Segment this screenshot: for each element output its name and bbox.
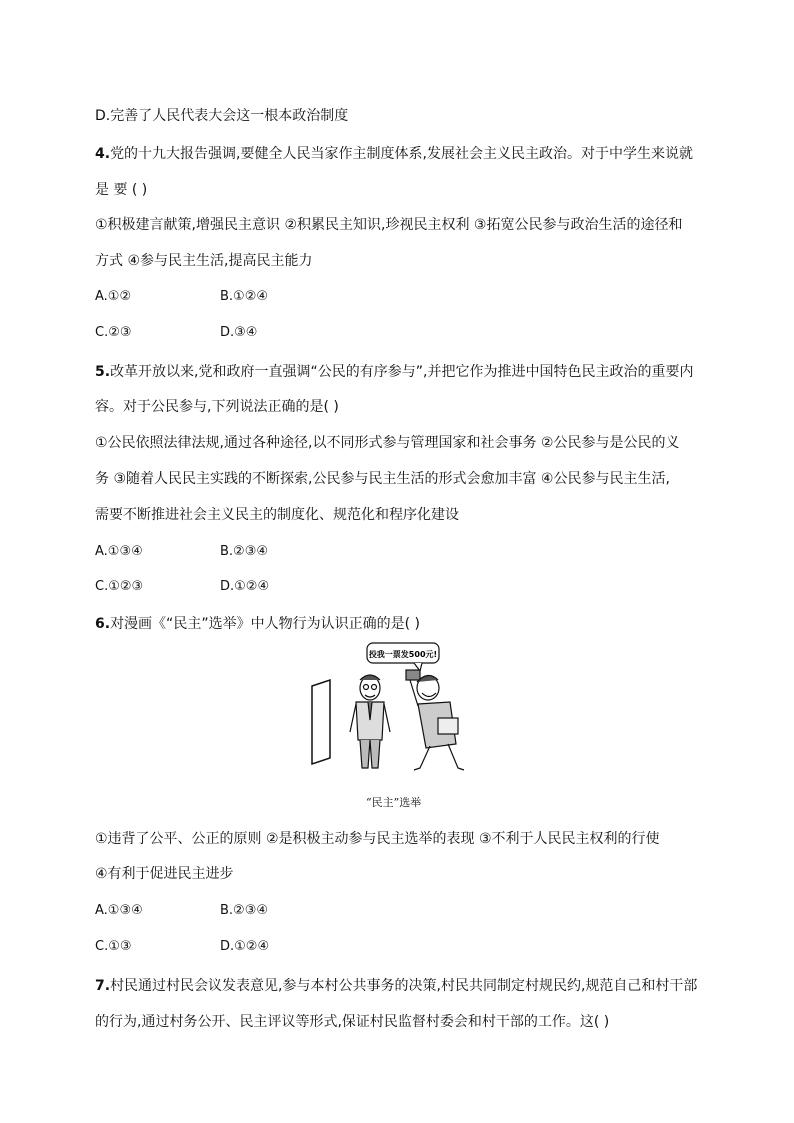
q6-option-b[interactable]: B.②③④ <box>220 903 269 918</box>
q6-option-a[interactable]: A.①③④ <box>95 903 143 918</box>
q4-stem-line-1 <box>95 144 693 164</box>
q5-option-a[interactable]: A.①③④ <box>95 544 143 559</box>
q6-stem-text: 对漫画《“民主”选举》中人物行为认识正确的是( ) <box>110 616 420 632</box>
q5-option-d[interactable]: D.①②④ <box>220 579 270 594</box>
intro-option: D.完善了人民代表大会这一根本政治制度 <box>95 108 349 124</box>
q4-statements-2: 方式 ④参与民主生活,提高民主能力 <box>95 253 313 269</box>
q4-option-a[interactable]: A.①② <box>95 289 132 304</box>
q6-statements-2: ④有利于促进民主进步 <box>95 866 234 882</box>
q5-option-c[interactable]: C.①②③ <box>95 579 144 594</box>
cartoon-caption: “民主”选举 <box>366 796 422 809</box>
q5-option-b[interactable]: B.②③④ <box>220 544 269 559</box>
q6-option-c[interactable]: C.①③ <box>95 939 132 954</box>
q4-statements-1: ①积极建言献策,增强民主意识 ②积累民主知识,珍视民主权利 ③拓宽公民参与政治生活的途径和 <box>95 217 683 233</box>
q5-statements-1: ①公民依照法律法规,通过各种途径,以不同形式参与管理国家和社会事务 ②公民参与是公民的义 <box>95 435 680 451</box>
briber-figure <box>406 670 464 770</box>
q6-statements-1: ①违背了公平、公正的原则 ②是积极主动参与民主选举的表现 ③不利于人民民主权利的行使 <box>95 831 660 847</box>
election-cartoon <box>310 640 490 780</box>
q5-stem-text-1: 改革开放以来,党和政府一直强调“公民的有序参与”,并把它作为推进中国特色民主政治的重要内 <box>110 364 694 380</box>
q4-option-d[interactable]: D.③④ <box>220 325 258 340</box>
q5-statements-3: 需要不断推进社会主义民主的制度化、规范化和程序化建设 <box>95 507 459 523</box>
q6-option-d[interactable]: D.①②④ <box>220 939 270 954</box>
q4-stem-text-1: 党的十九大报告强调,要健全人民当家作主制度体系,发展社会主义民主政治。对于中学生来说就 <box>110 146 693 162</box>
q5-statements-2: 务 ③随着人民民主实践的不断探索,公民参与民主生活的形式会愈加丰富 ④公民参与民主生活, <box>95 471 670 487</box>
q4-stem-line-2: 是 要 ( ) <box>95 182 148 198</box>
q4-option-c[interactable]: C.②③ <box>95 325 132 340</box>
q7-stem-line-1 <box>95 976 697 996</box>
q7-number: 7. <box>95 978 111 994</box>
voter-figure <box>350 675 390 768</box>
q5-stem-line-2: 容。对于公民参与,下列说法正确的是( ) <box>95 399 339 415</box>
q6-number: 6. <box>95 616 111 632</box>
q5-number: 5. <box>95 364 111 380</box>
q7-stem-text-1: 村民通过村民会议发表意见,参与本村公共事务的决策,村民共同制定村规民约,规范自己和村干部 <box>110 978 698 994</box>
q6-stem <box>95 614 420 634</box>
q4-option-b[interactable]: B.①②④ <box>220 289 269 304</box>
q7-stem-line-2: 的行为,通过村务公开、民主评议等形式,保证村民监督村委会和村干部的工作。这( ) <box>95 1014 610 1030</box>
cartoon-bubble-text: 投我一票发500元! <box>368 650 438 659</box>
q5-stem-line-1 <box>95 362 693 382</box>
q4-number: 4. <box>95 146 111 162</box>
